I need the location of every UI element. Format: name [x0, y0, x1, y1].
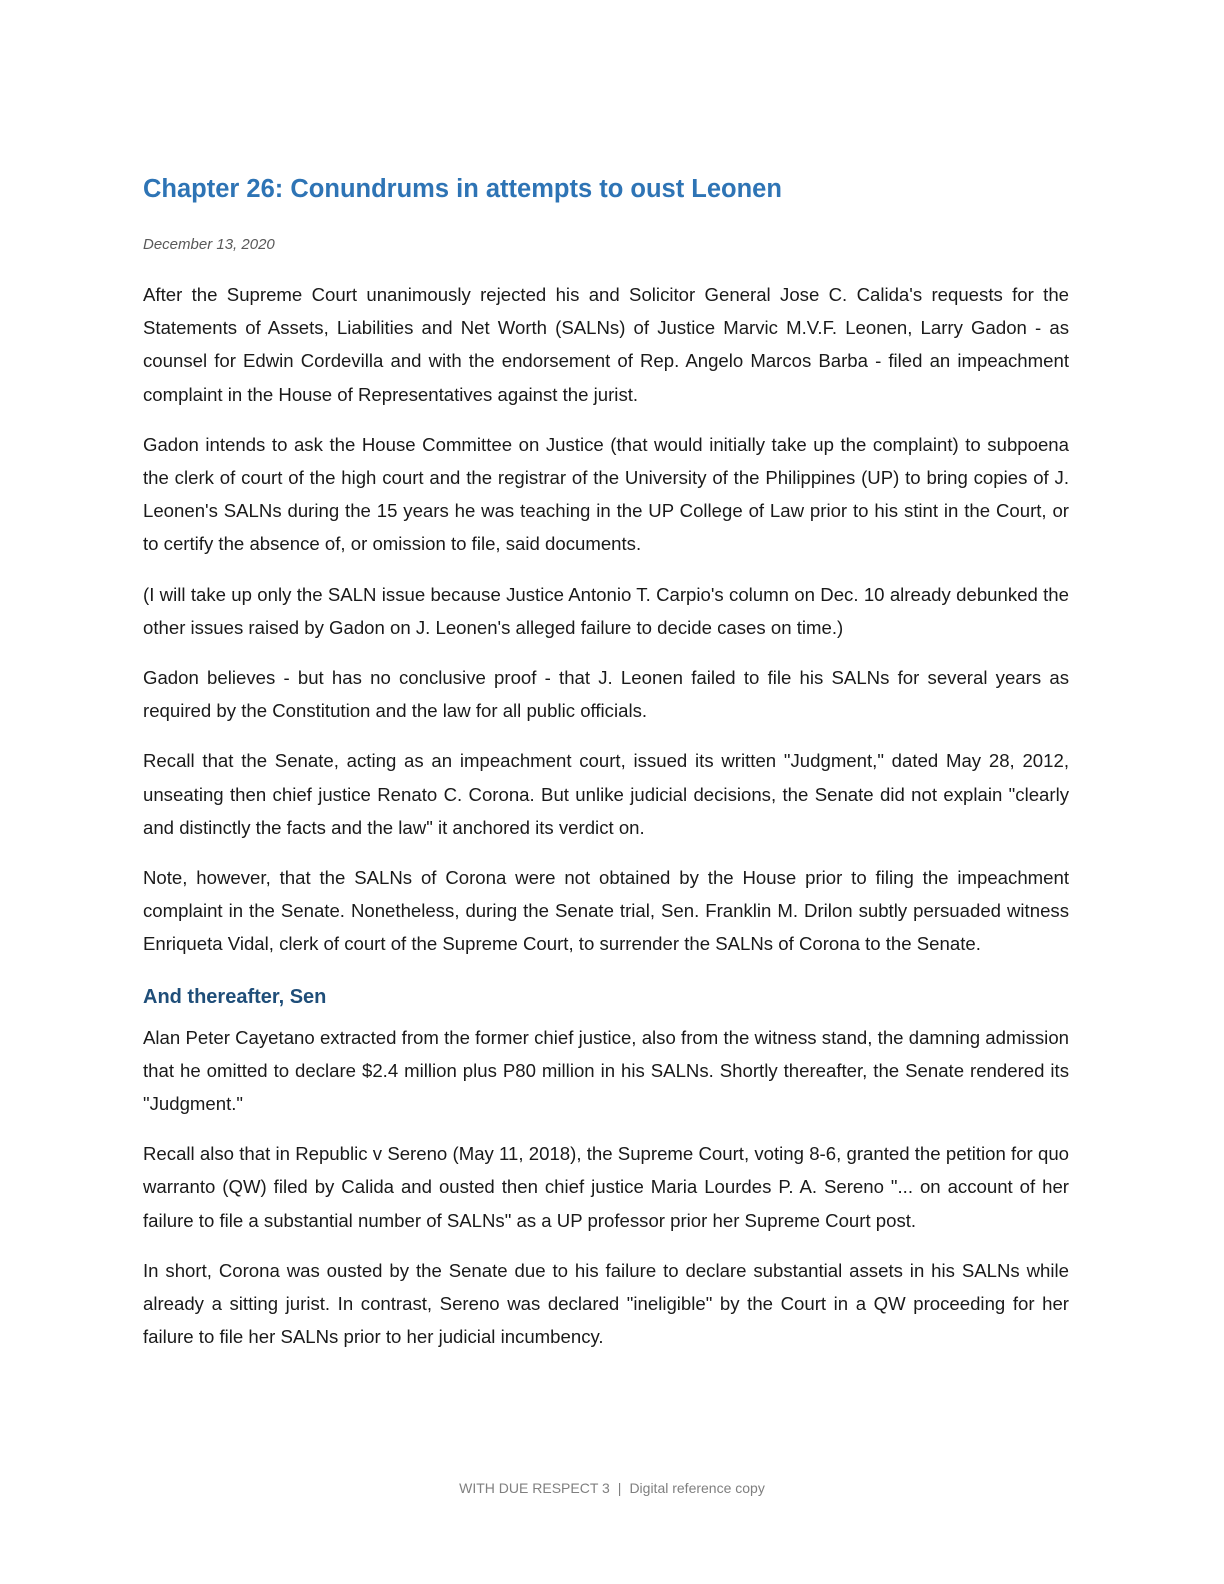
paragraph: (I will take up only the SALN issue because Justice Antonio T. Carpio's column on Dec. 10 already debunked the other issues raised by Gadon on J. Leonen's alleged failure to decide cases on time.)	[143, 583, 1069, 638]
footer-page-label: WITH DUE RESPECT 3	[459, 1480, 610, 1496]
paragraph: Gadon believes - but has no conclusive proof - that J. Leonen failed to file his SALNs for several years as required by the Constitution and the law for all public officials.	[143, 667, 1069, 722]
document-body	[143, 170, 1069, 1370]
paragraph: After the Supreme Court unanimously rejected his and Solicitor General Jose C. Calida's requests for the Statements of Assets, Liabilities and Net Worth (SALNs) of Justice Marvic M.V.F. Leonen, Larry Gadon - as counsel for Edwin Cordevilla and with the endorsement of Rep. Angelo Marcos Barba - filed an impeachment complaint in the House of Representatives against the jurist.	[143, 284, 1069, 405]
publication-date: December 13, 2020	[143, 236, 275, 253]
footer-separator: |	[617, 1480, 622, 1496]
paragraph: Recall that the Senate, acting as an impeachment court, issued its written "Judgment," dated May 28, 2012, unseating then chief justice Renato C. Corona. But unlike judicial decisions, the Senate did not explain "clearly and distinctly the facts and the law" it anchored its verdict on.	[143, 750, 1069, 838]
section-subheading: And thereafter, Sen	[143, 985, 327, 1008]
footer-copy-label: Digital reference copy	[629, 1480, 765, 1496]
chapter-title: Chapter 26: Conundrums in attempts to oust Leonen	[143, 175, 782, 203]
page-footer	[0, 1478, 1224, 1498]
paragraph: Alan Peter Cayetano extracted from the former chief justice, also from the witness stand, the damning admission that he omitted to declare $2.4 million plus P80 million in his SALNs. Shortly thereafter, the Senate rendered its "Judgment."	[143, 1026, 1069, 1115]
paragraph: Recall also that in Republic v Sereno (May 11, 2018), the Supreme Court, voting 8-6, granted the petition for quo warranto (QW) filed by Calida and ousted then chief justice Maria Lourdes P. A. Sereno "... on account of her failure to file a substantial number of SALNs" as a UP professor prior her Supreme Court post.	[143, 1143, 1069, 1231]
paragraph: In short, Corona was ousted by the Senate due to his failure to declare substantial assets in his SALNs while already a sitting jurist. In contrast, Sereno was declared "ineligible" by the Court in a QW proceeding for her failure to file her SALNs prior to her judicial incumbency.	[143, 1259, 1069, 1348]
paragraph: Note, however, that the SALNs of Corona were not obtained by the House prior to filing the impeachment complaint in the Senate. Nonetheless, during the Senate trial, Sen. Franklin M. Drilon subtly persuaded witness Enriqueta Vidal, clerk of court of the Supreme Court, to surrender the SALNs of Corona to the Senate.	[143, 867, 1069, 955]
paragraph: Gadon intends to ask the House Committee on Justice (that would initially take up the complaint) to subpoena the clerk of court of the high court and the registrar of the University of the Philippines (UP) to bring copies of J. Leonen's SALNs during the 15 years he was teaching in the UP College of Law prior to his stint in the Court, or to certify the absence of, or omission to file, said documents.	[143, 433, 1069, 555]
